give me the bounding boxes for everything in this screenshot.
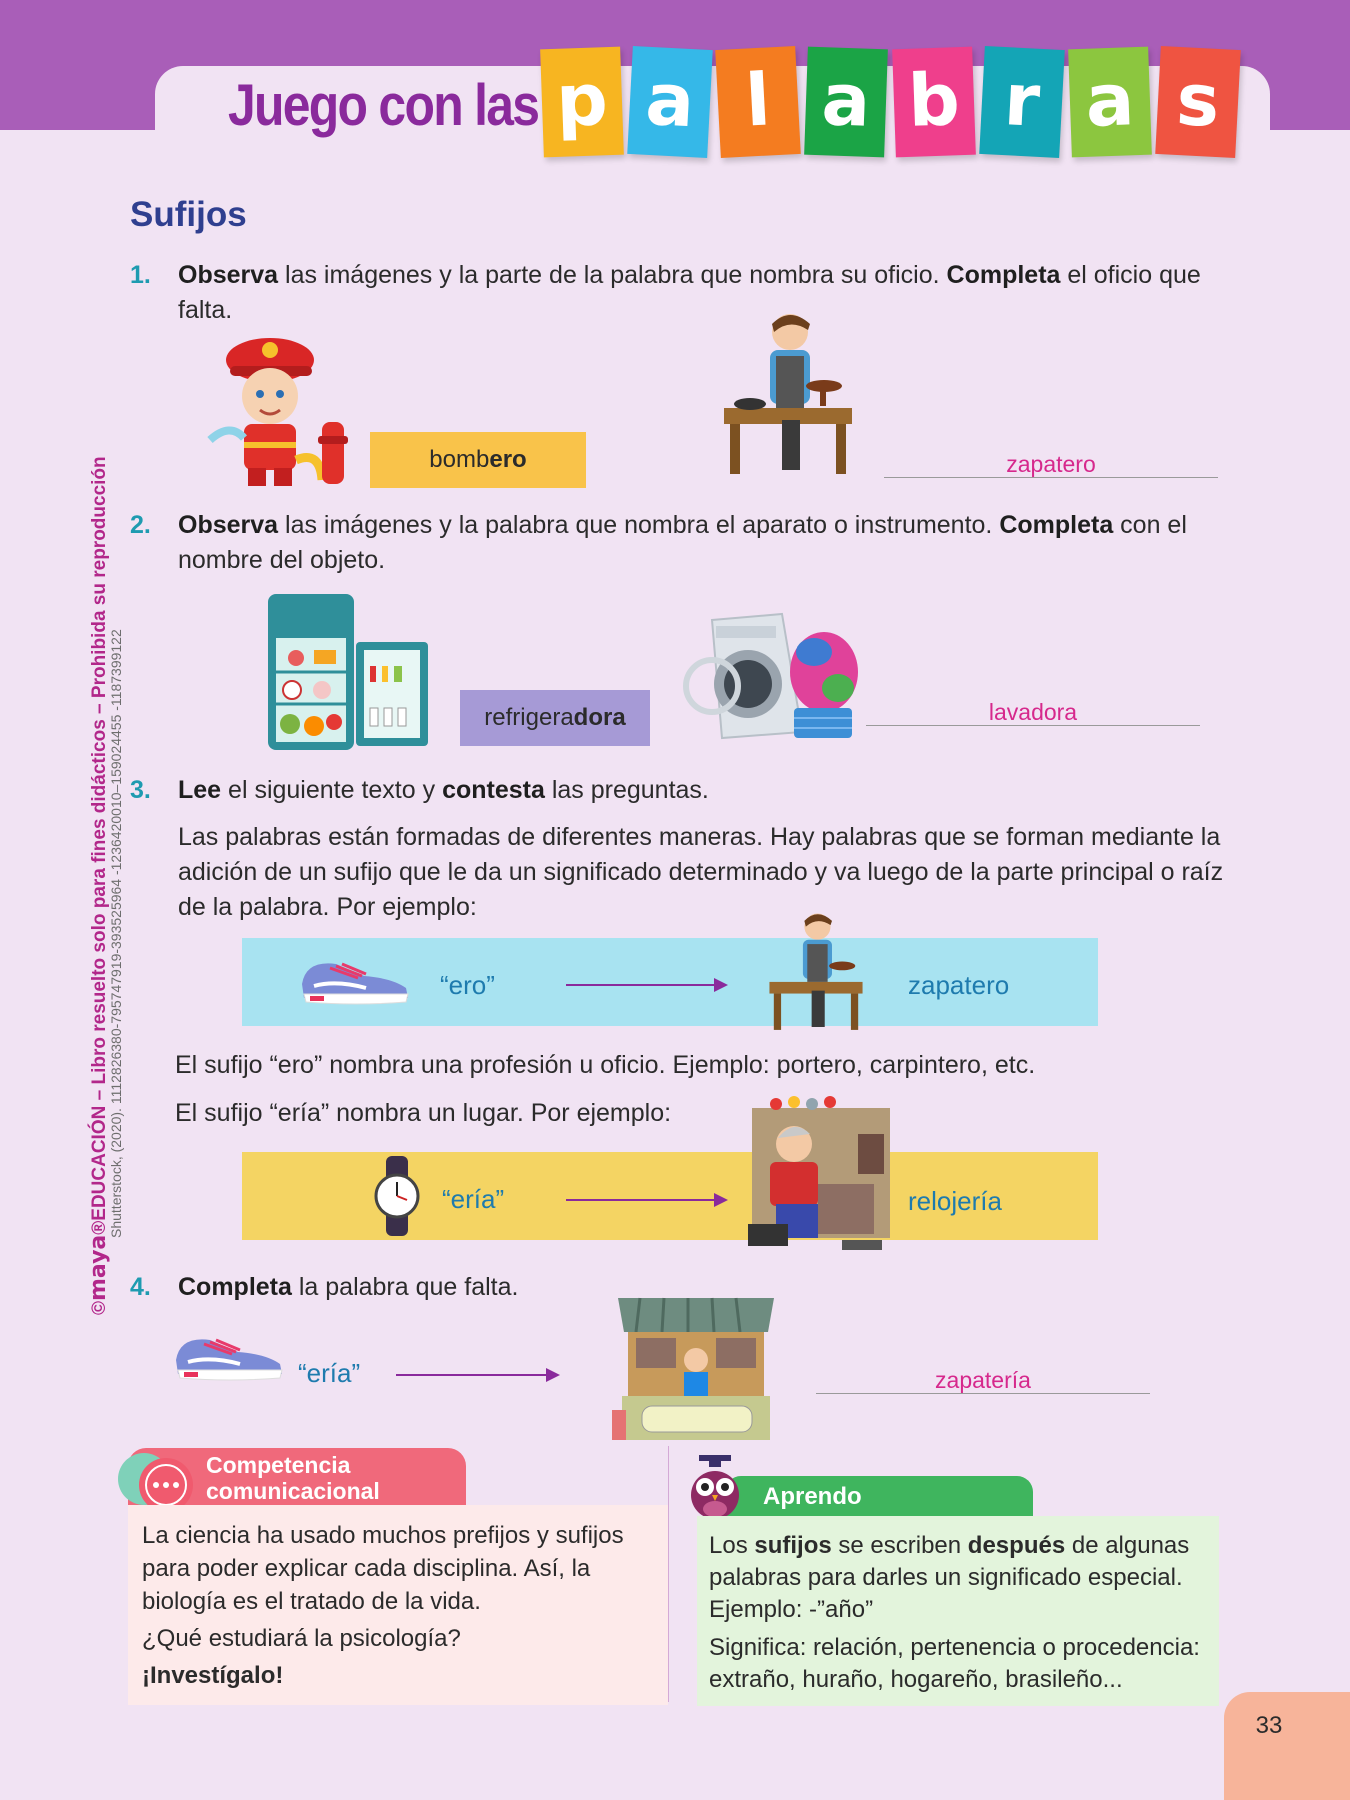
title-letter-tile: p — [540, 47, 624, 158]
question-number: 2. — [130, 511, 151, 539]
answer-field-lavadora[interactable]: lavadora — [866, 696, 1200, 726]
title-letter-tile: a — [627, 46, 713, 158]
answer-field-zapateria[interactable]: zapatería — [816, 1364, 1150, 1394]
question-text: Observa las imágenes y la parte de la palabra que nombra su oficio. Completa el oficio que falta. — [178, 261, 1201, 324]
question-text: Completa la palabra que falta. — [178, 1273, 519, 1301]
registered-mark: ® — [89, 1220, 110, 1235]
page-title: Juego con las — [228, 73, 539, 138]
shoemaker-illustration — [768, 908, 864, 1034]
example-suffix-eria: “ería” — [442, 1184, 505, 1214]
page-number-tab — [1224, 1692, 1350, 1800]
question-3 — [130, 773, 1230, 808]
title-letter-tile: l — [715, 46, 801, 158]
title-letter-tile: s — [1155, 46, 1241, 158]
title-letter-tile: a — [1068, 47, 1152, 158]
competencia-question: ¿Qué estudiará la psicología? — [142, 1625, 461, 1652]
question-number: 4. — [130, 1273, 151, 1301]
suffix-note-eria: El sufijo “ería” nombra un lugar. Por ejemplo: — [175, 1099, 672, 1127]
arrow-icon — [396, 1374, 558, 1376]
question-text: Observa las imágenes y la palabra que nombra el aparato o instrumento. Completa con el nombre del objeto. — [178, 511, 1187, 574]
page-number: 33 — [1255, 1712, 1283, 1739]
watch-icon — [372, 1156, 422, 1236]
competencia-header: Competencia comunicacional — [128, 1448, 466, 1506]
answer-field-zapatero[interactable]: zapatero — [884, 448, 1218, 478]
copyright-symbol: © — [89, 1301, 110, 1315]
example-suffix-ero: “ero” — [440, 970, 495, 1000]
owl-icon — [683, 1455, 747, 1521]
question-text: Lee el siguiente texto y contesta las preguntas. — [178, 776, 709, 804]
example-word-zapatero: zapatero — [908, 970, 1010, 1000]
competencia-body — [128, 1505, 668, 1705]
washing-machine-illustration — [682, 612, 864, 744]
suffix-eria: “ería” — [298, 1358, 361, 1388]
section-title: Sufijos — [130, 195, 247, 234]
copyright-text: EDUCACIÓN – Libro resuelto solo para fines didácticos – Prohibida su reproducción — [89, 456, 110, 1221]
question-1 — [130, 258, 1230, 328]
question-number: 3. — [130, 776, 151, 804]
aprendo-header: Aprendo — [725, 1476, 1033, 1518]
column-divider — [668, 1446, 669, 1702]
title-letter-tile: r — [979, 46, 1065, 158]
competencia-cta: ¡Investígalo! — [142, 1662, 284, 1689]
shoe-shop-illustration — [612, 1290, 780, 1446]
aprendo-text: Los sufijos se escriben después de algunas palabras para darles un significado especial. Ejemplo: -”año” — [709, 1532, 1190, 1623]
watchmaker-illustration — [746, 1094, 896, 1258]
refrigerator-illustration — [266, 592, 432, 754]
arrow-icon — [566, 1199, 726, 1201]
question-number: 1. — [130, 261, 151, 289]
title-letter-tile: b — [892, 47, 976, 158]
suffix-note-ero: El sufijo “ero” nombra una profesión u oficio. Ejemplo: portero, carpintero, etc. — [175, 1051, 1036, 1079]
image-credits: Shutterstock, (2020). 1112826380-795747919-393525964 -1236420010–159024455 -1187399122 — [108, 629, 124, 1238]
explanation-paragraph: Las palabras están formadas de diferentes maneras. Hay palabras que se forman mediante la adición de un sufijo que le da un significado determinado y va luego de la parte principal o raíz de la palabra. Por ejemplo: — [178, 823, 1224, 921]
aprendo-body — [697, 1516, 1219, 1706]
question-4 — [130, 1270, 1030, 1305]
title-letter-tile: a — [804, 47, 888, 158]
sneaker-icon — [170, 1330, 286, 1382]
brand-logo-text: maya — [86, 1234, 111, 1301]
question-2 — [130, 508, 1230, 578]
arrow-icon — [566, 984, 726, 986]
word-box-refrigeradora: refrigeradora — [460, 690, 650, 746]
aprendo-meaning: Significa: relación, pertenencia o procedencia: extraño, huraño, hogareño, brasileño... — [709, 1634, 1200, 1693]
example-word-relojeria: relojería — [908, 1186, 1002, 1216]
sneaker-icon — [296, 954, 412, 1006]
firefighter-illustration — [210, 330, 360, 490]
shoemaker-illustration — [722, 310, 854, 476]
word-box-bombero: bombero — [370, 432, 586, 488]
competencia-text: La ciencia ha usado muchos prefijos y sufijos para poder explicar cada disciplina. Así, la biología es el tratado de la vida. — [142, 1522, 624, 1615]
